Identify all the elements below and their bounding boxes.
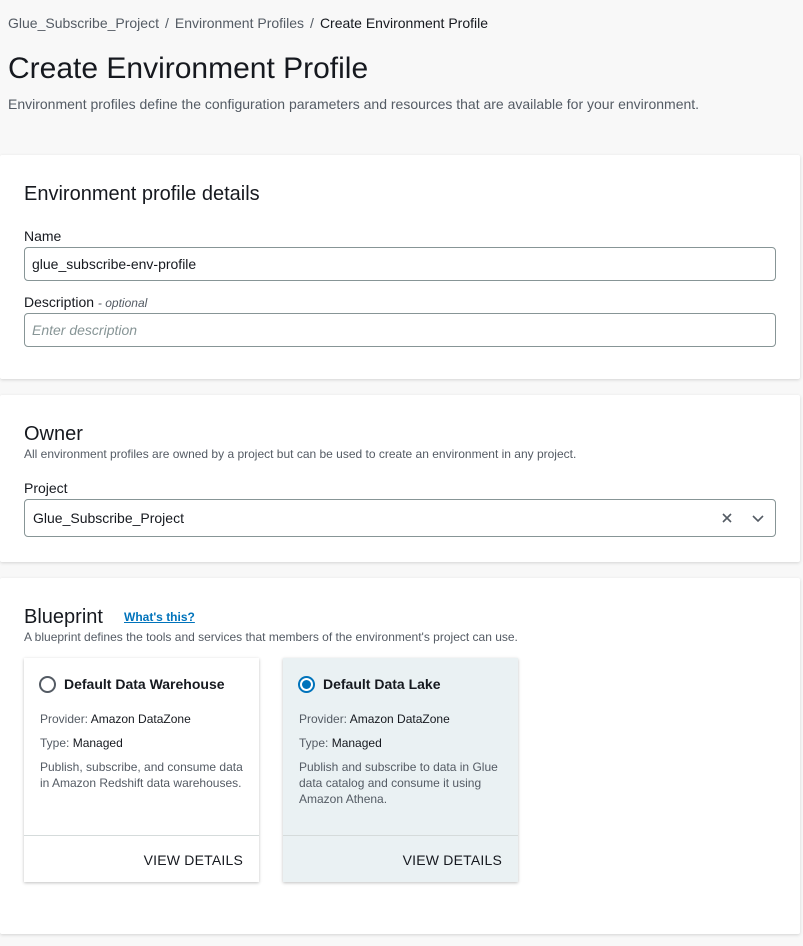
blueprint-card-title: Default Data Warehouse bbox=[64, 676, 225, 692]
clear-icon[interactable] bbox=[719, 510, 735, 526]
description-input[interactable]: Enter description bbox=[24, 313, 776, 347]
provider-line bbox=[40, 712, 191, 726]
blueprint-subtitle: A blueprint defines the tools and services that members of the environment's project can use. bbox=[24, 630, 518, 644]
name-label: Name bbox=[24, 228, 62, 244]
view-details-button[interactable]: VIEW DETAILS bbox=[143, 852, 243, 868]
divider bbox=[24, 835, 259, 836]
owner-panel bbox=[0, 395, 800, 562]
page-title: Create Environment Profile bbox=[8, 52, 369, 85]
blueprint-panel bbox=[0, 578, 800, 934]
provider-label: Provider: bbox=[299, 712, 348, 726]
divider bbox=[283, 835, 518, 836]
description-label bbox=[24, 294, 147, 310]
breadcrumb-separator: / bbox=[310, 15, 314, 31]
radio-button-data-lake[interactable] bbox=[298, 676, 315, 693]
blueprint-card-description: Publish, subscribe, and consume data in Amazon Redshift data warehouses. bbox=[40, 760, 243, 790]
name-input[interactable]: glue_subscribe-env-profile bbox=[24, 247, 776, 281]
project-label: Project bbox=[24, 480, 68, 496]
type-label: Type: bbox=[299, 736, 329, 750]
owner-subtitle: All environment profiles are owned by a project but can be used to create an environment in any project. bbox=[24, 447, 577, 461]
blueprint-card-title: Default Data Lake bbox=[323, 676, 441, 692]
details-heading: Environment profile details bbox=[24, 183, 260, 205]
breadcrumb-environment-profiles-link[interactable]: Environment Profiles bbox=[174, 15, 305, 31]
type-line bbox=[40, 736, 123, 750]
owner-heading: Owner bbox=[24, 423, 83, 445]
environment-profile-details-panel bbox=[0, 155, 800, 379]
optional-hint: - optional bbox=[97, 296, 148, 310]
blueprint-card-data-lake[interactable] bbox=[283, 658, 518, 882]
blueprint-card-description: Publish and subscribe to data in Glue data catalog and consume it using Amazon Athena. bbox=[299, 760, 498, 806]
breadcrumb bbox=[8, 15, 488, 31]
radio-button-data-warehouse[interactable] bbox=[39, 676, 56, 693]
provider-value: Amazon DataZone bbox=[90, 712, 191, 726]
description-label-text: Description bbox=[24, 294, 95, 310]
page-description: Environment profiles define the configuration parameters and resources that are available for your environment. bbox=[8, 96, 700, 112]
breadcrumb-separator: / bbox=[164, 15, 169, 31]
blueprint-card-data-warehouse[interactable] bbox=[24, 658, 259, 882]
type-line bbox=[299, 736, 382, 750]
provider-line bbox=[299, 712, 450, 726]
blueprint-heading: Blueprint bbox=[24, 606, 103, 628]
breadcrumb-project-link[interactable]: Glue_Subscribe_Project bbox=[8, 15, 159, 31]
type-label: Type: bbox=[40, 736, 70, 750]
project-select-value: Glue_Subscribe_Project bbox=[33, 510, 184, 526]
project-select[interactable] bbox=[24, 499, 776, 537]
view-details-button[interactable]: VIEW DETAILS bbox=[402, 852, 502, 868]
whats-this-link[interactable]: What's this? bbox=[124, 610, 195, 624]
chevron-down-icon[interactable] bbox=[751, 511, 765, 525]
provider-value: Amazon DataZone bbox=[349, 712, 450, 726]
provider-label: Provider: bbox=[40, 712, 89, 726]
type-value: Managed bbox=[331, 736, 382, 750]
type-value: Managed bbox=[72, 736, 123, 750]
breadcrumb-current: Create Environment Profile bbox=[319, 15, 489, 31]
